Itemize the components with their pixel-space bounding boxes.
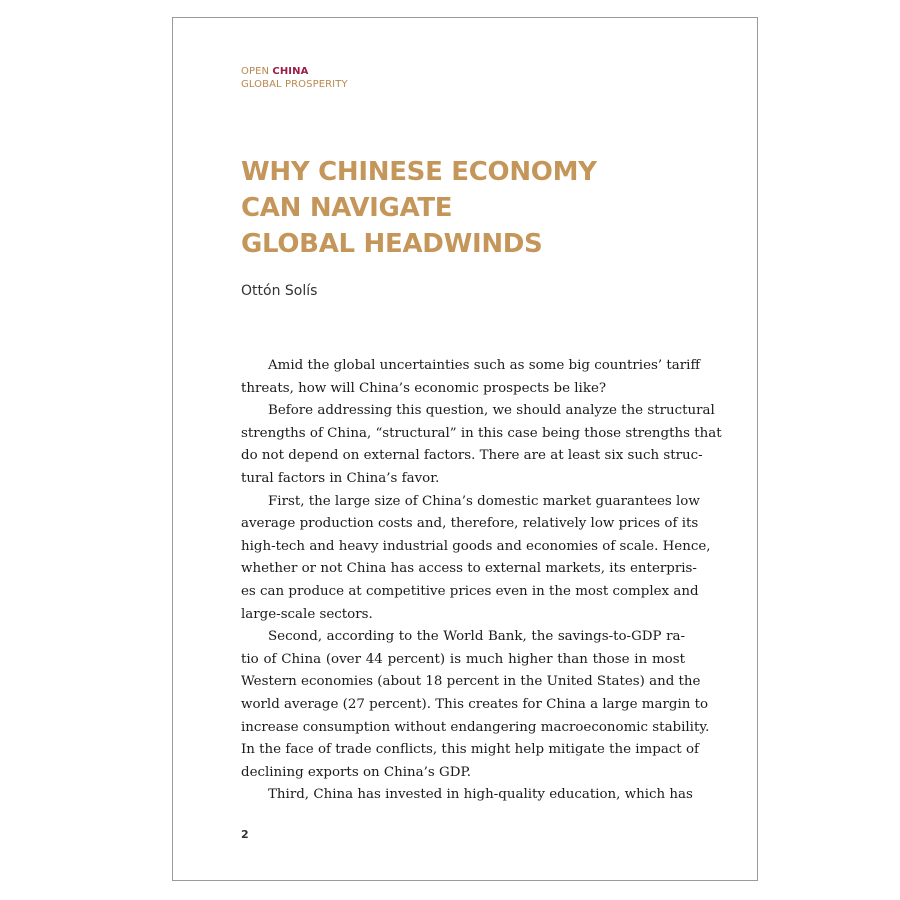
paragraph — [241, 784, 693, 807]
text-line: Before addressing this question, we should analyze the structural — [268, 403, 715, 419]
title-line: CAN NAVIGATE — [241, 193, 453, 223]
article-body — [241, 355, 722, 807]
text-line: high-tech and heavy industrial goods and economies of scale. Hence, — [241, 538, 711, 554]
text-line: large-scale sectors. — [241, 606, 373, 622]
series-header — [241, 65, 348, 91]
text-line: declining exports on China’s GDP. — [241, 764, 472, 780]
page-number: 2 — [241, 828, 249, 841]
text-line: Amid the global uncertainties such as some big countries’ tariff — [268, 358, 700, 373]
series-label-open: OPEN — [241, 66, 270, 77]
author-name: Ottón Solís — [241, 283, 318, 299]
paragraph — [241, 400, 722, 490]
paragraph — [241, 355, 700, 400]
series-label-subtitle: GLOBAL PROSPERITY — [241, 79, 348, 90]
text-line: es can produce at competitive prices even in the most complex and — [241, 583, 699, 599]
text-line: threats, how will China’s economic prospects be like? — [241, 380, 607, 396]
text-line: tural factors in China’s favor. — [241, 470, 440, 486]
text-line: whether or not China has access to external markets, its enterpris- — [241, 561, 697, 577]
text-line: First, the large size of China’s domestic market guarantees low — [268, 493, 700, 509]
title-line: GLOBAL HEADWINDS — [241, 229, 543, 259]
text-line: do not depend on external factors. There are at least six such struc- — [241, 448, 703, 464]
text-line: In the face of trade conflicts, this might help mitigate the impact of — [241, 742, 699, 758]
text-line: tio of China (over 44 percent) is much higher than those in most — [241, 651, 685, 667]
paragraph — [241, 491, 711, 627]
text-line: Western economies (about 18 percent in the United States) and the — [241, 674, 701, 690]
text-line: Second, according to the World Bank, the savings-to-GDP ra- — [268, 629, 685, 645]
series-label-china: CHINA — [272, 66, 309, 77]
book-page — [172, 17, 758, 881]
text-line: world average (27 percent). This creates for China a large margin to — [241, 696, 709, 712]
text-line: strengths of China, “structural” in this case being those strengths that — [241, 425, 722, 441]
text-line: average production costs and, therefore, relatively low prices of its — [241, 516, 699, 532]
article-title — [241, 154, 721, 262]
paragraph — [241, 626, 710, 784]
title-line: WHY CHINESE ECONOMY — [241, 157, 597, 187]
text-line: increase consumption without endangering macroeconomic stability. — [241, 719, 710, 735]
text-line: Third, China has invested in high-quality education, which has — [268, 787, 693, 803]
